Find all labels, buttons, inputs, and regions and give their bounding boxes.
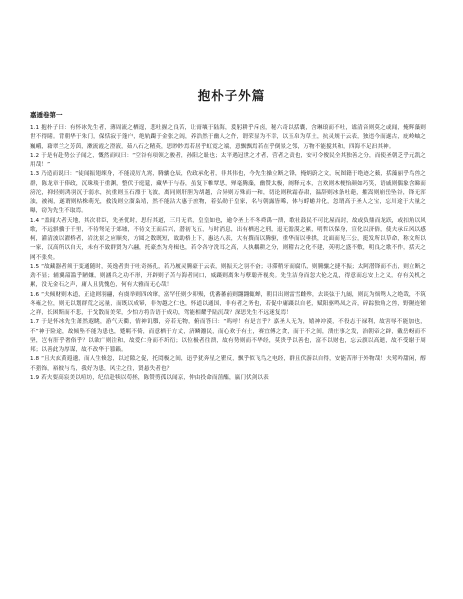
paragraph-1-3: 1.3 乃造而说曰：“徒闻振翅竦身，不能凌厉九霄，腾骧仓辰，佐政承化者，非其伟也，今先生操立断之锋，掩炳蔚之文，玩图籍于绝迹之薮，括藻丽乎鸟兽之群，陈龙章于俸政，沉珠琰于重渊，整伏于庭筵，藏华于与春，虽复下帷覃思，殚毫腾藻，幽赞太极，阐释元本，言欢则木梗怡颜如巧笑，语戚则偶象含睇而滂沱，抑轻则鸿羽沉于弱水，抗重则玉石漂于飞波，离同则肝胆为胡越，合异则万殊而一和，切论则秋霜春肃，温辞则冰条吐葩，摧嵩则崩岳坠谷，锋无浑浊，被褐，遂谓则枯株萌光，救浅则立溜枭靖，然不能沾大惠于庶物，着弘勋于皇家，名与朝露皆晞，体与蜉蝣并化，忽谓高于圣人之宝，忘川途于大量之曝，窃为先生不取焉。 [30,171,426,215]
paragraph-1-4: 1.4 “盖闻大者天地，其次君臣，先圣优时，思行其道，三月无君，皇皇如也，逾令圣上不冬舜禹一溃，歌社鼓民不可比屋而封，故或负鼎而龙跃，或扣角以风歌，不远骐骥于千里，不待驽足于郊墟，不待文王而后兴，潜初飞五，与时消息，出有栖迟之刑，退无澹漠之累，明哲以保身，宣化以济俗，使夫承丘风以感柯，灌清波以濯桥者，岩沈景之应顺矣，方圆之数既短，故助格上下，惠达八表，大有撰而以腾驱，重华而以垂拱，北面而见三公，挺发所以草命，称文所以一家，汉高所以自天，未有不致群贤为六翮，托豪杰为舟楫也，若令各守洗耳之高，人执耦耕之分，则稽古之化不建，英明之盛不敷，明良之歌不作，括天之网不张矣。 [30,217,426,261]
section-heading: 嘉遁卷第一 [30,111,63,119]
document-title: 抱朴子外篇 [197,88,266,103]
paragraph-1-7: 1.7 于是怀冰先生萧然遐眺，游气天衢，情神讥隳，旁若无物，俯而答曰：“呜呼！有是言乎？嘉圣人无为，嬉神冲漠，不役志于禄利，故害辱不能加也，不”神于险途，故倾坠不能为患也，蹙羁不倚，而意栖于方丈，济鳞灋民，而心欢于有土，赛宜傅之贪，而于不之间，溃庄事之发，治朝帝之辟，戴岳岈而不坚，岂有肝乎奢俗乎？以欲广则注和，故爱仁身而不圻衍；以位极者往溃，故有势则而不华经，莫贵乎以善也，富不以财也，忘云旗以高逝，故不受谢于周邦；以善此为厚谋，故不改华于篡籁。 [30,319,426,353]
document-body [30,124,426,383]
paragraph-1-5: 1.5 “故藏器者须于变通随时，英逸者贵于吐奇扬孔，若乃履灵腾豪于云表，则振天之羽不奋；寻滞稍牙而腐爪，则腾骧之捷不振；太阿潜锋而不击，则立断之劲不显；辅翼韶滥乎陋嫌，则涵兵之功不形，开辟则子苫与海者同口，威蹑则离朱与孽聪齐视矣。先生洁身而忽大伦之乱，得意而忘安上之义，存有关机之累，没无金石之声，庸人且犹愧色，何有大雅而无心哉！ [30,263,426,289]
paragraph-1-9: 1.9 若夫要高宸美以喧坊，纪信赴犊以苟拯，陈赞剪孤以闻京，仲由投命而菹醢，嬴门伏剑以表 [30,374,269,381]
paragraph-1-2: 1.2 于是有赴势公子闻之，慨然而叹曰：“空谷有项领之骏者，孙阳之耻也；太平遇冠世之才者，营者之责也，安可令俊民全其独善之分，而使圣朝乏乎元凯之用哉！” [30,152,426,168]
paragraph-1-8: 1.8 “且夫玄黄遐邈，而人生倏忽，以过隙之促，托罔极之间，迅乎犹奔星之瞿反，飘乎似飞鸟之电经，群且伏游以自得，安能苦形于外物哉！夫莺吟甜闲，醇不猎饰，裕彼与鸟，我好为患，风尘之往，贤悬失者也？ [30,356,426,372]
paragraph-1-1: 1.1 抱朴子曰：有怀冰先生者，薄周流之栖遑，悲吐握之良苦，让膏壤于陆海，爰躬耕乎斥卤，秘六奇以括囊，含琳琅而不吐，谧清音则莫之或闻，掩辉藻则世不得睹。背朝华于朱门，保恬寂于蓬户，绝轨躅于金张之闾，养浩然于幽人之仵，谓荣显为不幸，以玉帛为草土，抗灵规于云表，独违今而遂古，庇岭岫之巍峨，藉翠兰之芳茵，漱流霞之澄液，茹八石之精英，思眇眇焉若居乎虹霓之端，意飘飘焉若在乎倒景之邻，万物不能搅其和，四海不足汩其神。 [30,125,426,150]
paragraph-1-6: 1.6 “夫倾财则木道，正途则羽翮，有虞举则四凶窜，富罕任则少卯殒，优蕃蕃前则翾翾辄蝉，朝目出则雷雪雌殄，去谈弦于九阍，则瓦为烦鸳人之绝哉，不筑冬雍之位，则无以划群荒之远量，而既以成幂，非勿越之仁也，怀道以通国，非有者之务也，若促中庸蹑以自老，赋阳驱鸣凤之音，碎踪独角之兽，野隰连锺之祥，长困斯而不悲，于戈散而美荣，少怕方将告语于成功，驾能相耀乎陆沉哉？深思先生不远迷复焉！ [30,291,426,316]
